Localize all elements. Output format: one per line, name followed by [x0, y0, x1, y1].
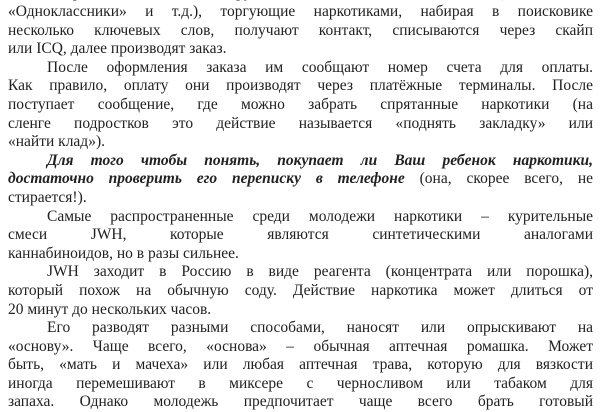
- text-line: [8, 338, 593, 357]
- body-text: каннабиноидов, но в разы сильнее.: [8, 244, 239, 262]
- body-text: поступает сообщение, где можно забрать спрятанные наркотики (на: [8, 95, 593, 113]
- text-line: [8, 77, 593, 96]
- body-text: быть, «мать и мачеха» или любая аптечная трава, которую для вязкости: [8, 356, 593, 374]
- body-text: JWH заходит в Россию в виде реагента (концентрата или порошка),: [47, 263, 593, 281]
- body-text: (она, скорее всего, не: [404, 170, 594, 188]
- emphasis-text: достаточно проверить его переписку в телефоне: [8, 170, 405, 188]
- text-line: [8, 375, 593, 394]
- body-text: Как правило, оплату они производят через платёжные терминалы. После: [8, 77, 593, 95]
- text-line: [8, 96, 593, 115]
- text-line: [8, 152, 593, 171]
- text-line: [8, 226, 593, 245]
- body-text: сленге подростков это действие называется «поднять закладку» или: [8, 114, 593, 132]
- text-line: [8, 170, 593, 189]
- text-line: [8, 189, 593, 208]
- emphasis-text: Для того чтобы понять, покупает ли Ваш ребенок наркотики,: [47, 151, 593, 169]
- text-line: [8, 133, 593, 152]
- body-text: После оформления заказа им сообщают номер счета для оплаты.: [47, 58, 593, 76]
- body-text: запаха. Однако молодежь предпочитает чаще всего брать готовый: [8, 393, 593, 411]
- body-text: или ICQ, далее производят заказ.: [8, 40, 227, 58]
- body-text: Самые распространенные среди молодежи наркотики – курительные: [47, 207, 593, 225]
- text-line: [8, 115, 593, 134]
- body-text: который похож на обычную соду. Действие наркотика может длиться от: [8, 281, 593, 299]
- body-text: Его разводят разными способами, наносят или опрыскивают на: [47, 319, 593, 337]
- body-text: стирается!).: [8, 188, 87, 206]
- text-line: [8, 282, 593, 301]
- text-line: [8, 356, 593, 375]
- text-line: [8, 59, 593, 78]
- body-text: иногда перемешивают в миксере с черносливом или табаком для: [8, 374, 593, 392]
- body-text: «Одноклассники» и т.д.), торгующие наркотиками, набирая в поисковике: [8, 3, 593, 20]
- body-text: 20 минут до нескольких часов.: [8, 300, 212, 318]
- body-text: «найти клад»).: [8, 133, 105, 151]
- body-text: «основу». Чаще всего, «основа» – обычная аптечная ромашка. Может: [8, 337, 593, 355]
- body-text: несколько ключевых слов, получают контакт, списываются через скайп: [8, 21, 593, 39]
- text-line: [8, 22, 593, 41]
- text-line: [8, 208, 593, 227]
- text-line: [8, 301, 593, 320]
- text-line: [8, 40, 593, 59]
- page: [8, 0, 593, 412]
- text-line: [8, 245, 593, 264]
- text-line: [8, 263, 593, 282]
- text-line-partial: [8, 393, 593, 412]
- text-line: [8, 319, 593, 338]
- body-text: смеси JWH, которые являются синтетическими аналогами: [8, 226, 593, 244]
- body-text: [8, 0, 593, 1]
- text-line: [8, 3, 593, 22]
